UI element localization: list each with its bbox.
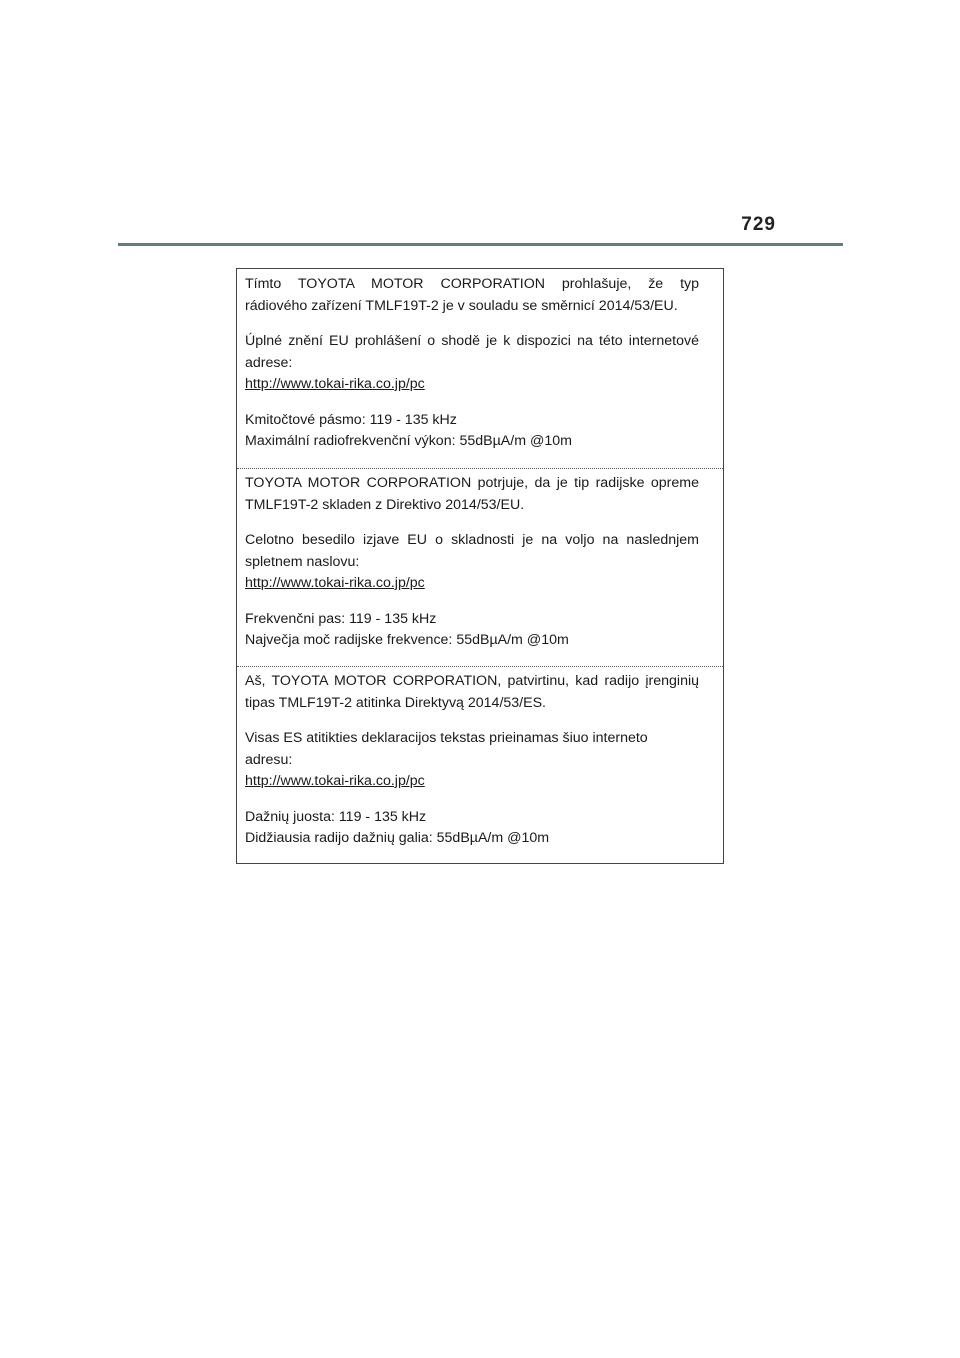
declaration-url-link[interactable]: http://www.tokai-rika.co.jp/pc [245,376,425,392]
full-text-line-2: adrese: [245,354,293,371]
full-text-notice [245,728,699,793]
declaration-section-sl [237,468,723,666]
declaration-section-cs [237,269,723,468]
declaration-line-1: Tímto TOYOTA MOTOR CORPORATION prohlašuje, že typ [245,276,699,292]
full-text-line-2: spletnem naslovu: [245,553,360,570]
full-text-line-2: adresu: [245,751,293,768]
declaration-line-2: tipas TMLF19T-2 atitinka Direktyvą 2014/53/ES. [245,694,546,711]
full-text-line-1: Celotno besedilo izjave EU o skladnosti je na voljo na naslednjem [245,532,699,548]
declaration-line-1: TOYOTA MOTOR CORPORATION potrjuje, da je tip radijske opreme [245,475,699,491]
declaration-line-2: TMLF19T-2 skladen z Direktivo 2014/53/EU. [245,496,525,513]
frequency-band: Kmitočtové pásmo: 119 - 135 kHz [245,411,457,428]
full-text-line-1: Visas ES atitikties deklaracijos tekstas prieinamas šiuo interneto [245,730,648,746]
declaration-box [236,268,724,864]
max-power: Didžiausia radijo dažnių galia: 55dBµA/m @10m [245,830,550,846]
declaration-line-1: Aš, TOYOTA MOTOR CORPORATION, patvirtinu, kad radijo įrenginių [245,673,699,689]
frequency-band: Frekvenčni pas: 119 - 135 kHz [245,610,437,627]
max-power: Maximální radiofrekvenční výkon: 55dBµA/m @10m [245,433,572,449]
full-text-notice [245,530,699,595]
full-text-line-1: Úplné znění EU prohlášení o shodě je k dispozici na této internetové [245,333,699,349]
radio-specs [245,410,699,453]
max-power: Največja moč radijske frekvence: 55dBµA/m @10m [245,632,569,648]
declaration-url-link[interactable]: http://www.tokai-rika.co.jp/pc [245,773,425,789]
radio-specs [245,807,699,850]
declaration-text [245,671,699,714]
frequency-band: Dažnių juosta: 119 - 135 kHz [245,808,427,825]
full-text-notice [245,331,699,396]
page-number: 729 [741,214,776,235]
declaration-url-link[interactable]: http://www.tokai-rika.co.jp/pc [245,575,425,591]
header-rule [118,243,843,246]
declaration-section-lt [237,666,723,863]
radio-specs [245,609,699,652]
declaration-line-2: rádiového zařízení TMLF19T-2 je v souladu se směrnicí 2014/53/EU. [245,297,678,314]
declaration-text [245,274,699,317]
declaration-text [245,473,699,516]
